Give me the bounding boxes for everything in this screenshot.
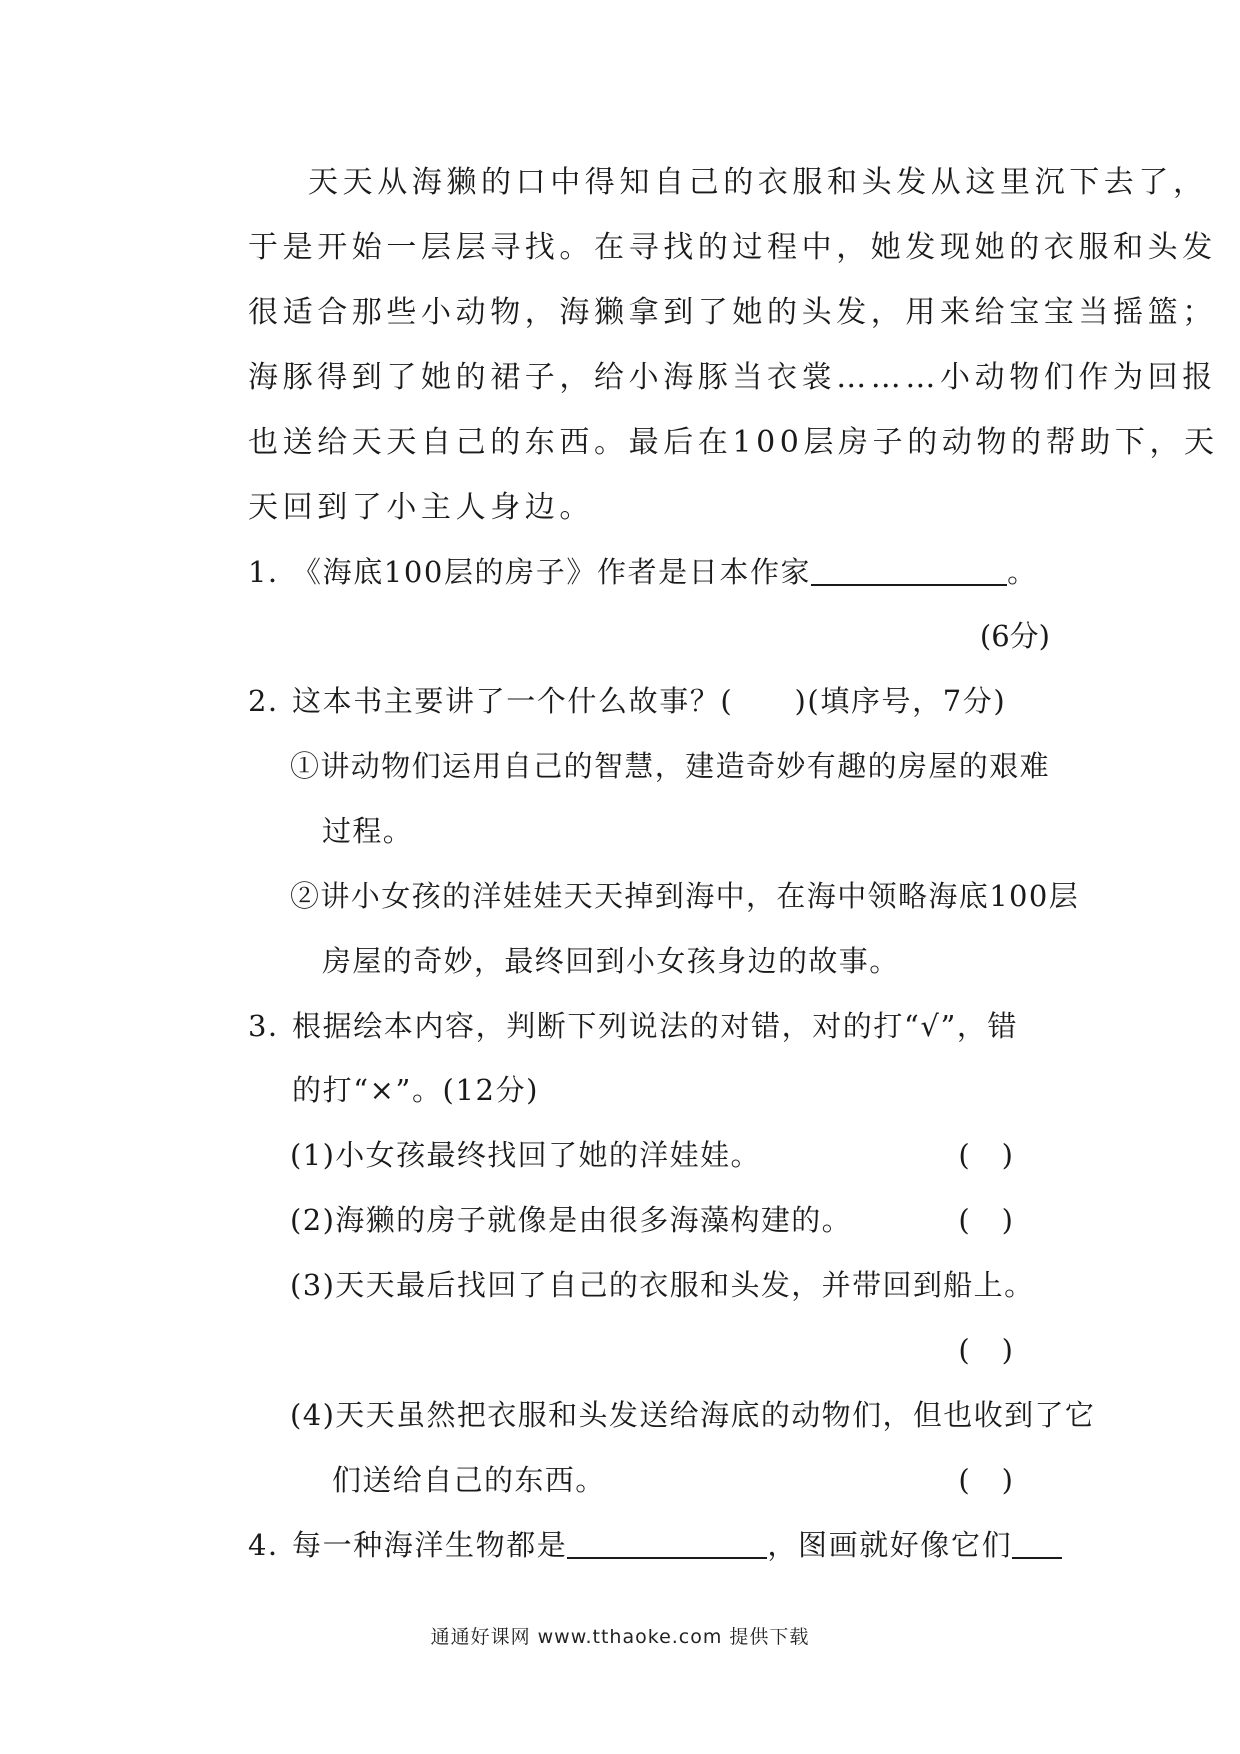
option-1-continued: 过程。 bbox=[322, 814, 414, 848]
passage-line: 很适合那些小动物，海獭拿到了她的头发，用来给宝宝当摇篮； bbox=[248, 295, 1217, 330]
passage-line: 海豚得到了她的裙子，给小海豚当衣裳………小动物们作为回报 bbox=[248, 360, 1217, 395]
judgement-item: (3)天天最后找回了自己的衣服和头发，并带回到船上。 bbox=[290, 1268, 1035, 1302]
question-2 bbox=[248, 679, 1050, 724]
question-text: 这本书主要讲了一个什么故事？( )(填序号，7分) bbox=[292, 684, 1007, 718]
reading-passage bbox=[248, 160, 1219, 550]
answer-parentheses[interactable]: () bbox=[958, 1333, 1045, 1367]
question-number: 4． bbox=[248, 1528, 299, 1562]
answer-parentheses[interactable]: () bbox=[958, 1138, 1045, 1172]
judgement-item: (1)小女孩最终找回了她的洋娃娃。 bbox=[290, 1138, 761, 1172]
score-label: (6分) bbox=[979, 619, 1050, 653]
question-text-mid: ，图画就好像它们 bbox=[767, 1528, 1013, 1562]
judgement-item-continued: 们送给自己的东西。 bbox=[332, 1463, 606, 1497]
question-number: 1． bbox=[248, 555, 299, 589]
question-1 bbox=[248, 550, 1050, 595]
passage-line: 天回到了小主人身边。 bbox=[248, 490, 594, 525]
question-text: 根据绘本内容，判断下列说法的对错，对的打“√”，错 bbox=[292, 1009, 1019, 1043]
option-1-line: ①讲动物们运用自己的智慧，建造奇妙有趣的房屋的艰难 bbox=[290, 749, 1051, 783]
answer-parentheses[interactable]: () bbox=[958, 1203, 1045, 1237]
judgement-item: (2)海獭的房子就像是由很多海藻构建的。 bbox=[290, 1203, 853, 1237]
question-3-continued: 的打“×”。(12分) bbox=[292, 1073, 540, 1107]
option-2-line: ②讲小女孩的洋娃娃天天掉到海中，在海中领略海底100层 bbox=[290, 879, 1080, 913]
answer-blank[interactable] bbox=[811, 554, 1007, 586]
question-3 bbox=[248, 1004, 1050, 1049]
passage-line: 天天从海獭的口中得知自己的衣服和头发从这里沉下去了， bbox=[308, 165, 1208, 200]
option-2-continued: 房屋的奇妙，最终回到小女孩身边的故事。 bbox=[322, 944, 900, 978]
question-text: 每一种海洋生物都是 bbox=[292, 1528, 568, 1562]
passage-line: 于是开始一层层寻找。在寻找的过程中，她发现她的衣服和头发 bbox=[248, 230, 1217, 265]
judgement-item: (4)天天虽然把衣服和头发送给海底的动物们，但也收到了它 bbox=[290, 1398, 1096, 1432]
question-number: 2． bbox=[248, 684, 299, 718]
passage-line: 也送给天天自己的东西。最后在100层房子的动物的帮助下，天 bbox=[248, 425, 1219, 460]
question-number: 3． bbox=[248, 1009, 299, 1043]
question-text-end: 。 bbox=[1007, 555, 1038, 589]
answer-blank[interactable] bbox=[567, 1527, 767, 1559]
question-4 bbox=[248, 1523, 1050, 1568]
answer-parentheses[interactable]: () bbox=[958, 1463, 1045, 1497]
footer-watermark: 通通好课网 www.tthaoke.com 提供下载 bbox=[430, 1626, 810, 1648]
answer-blank[interactable] bbox=[1012, 1527, 1062, 1559]
question-text: 《海底100层的房子》作者是日本作家 bbox=[292, 555, 812, 589]
